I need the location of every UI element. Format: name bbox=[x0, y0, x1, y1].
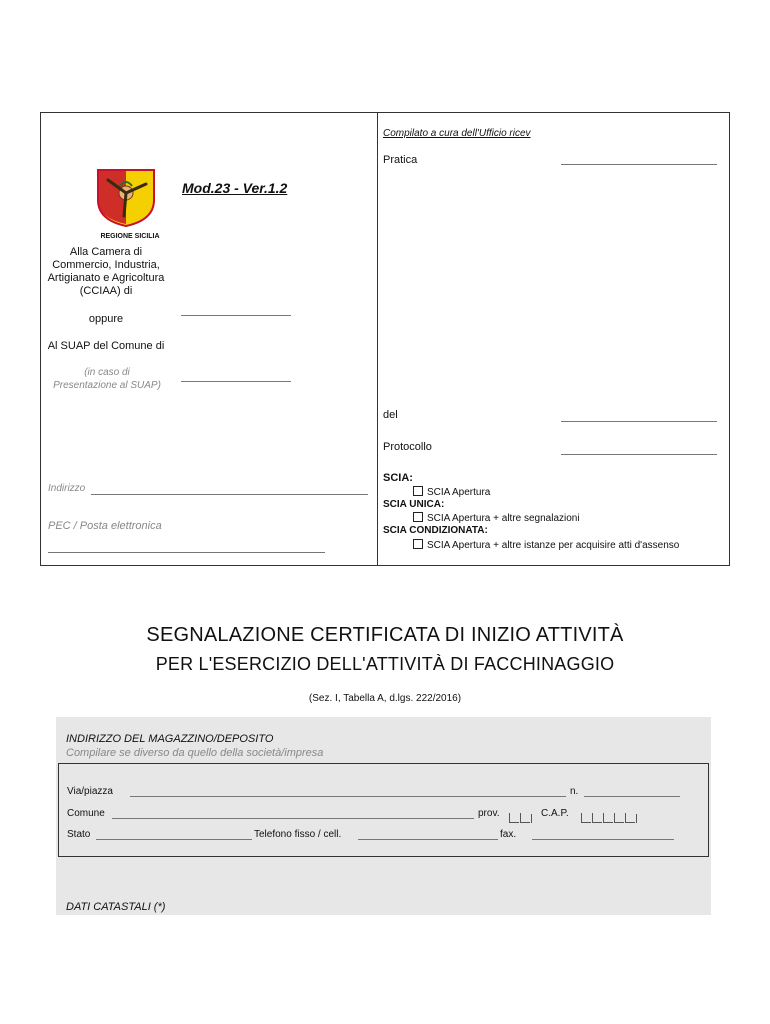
scia-condizionata-option[interactable] bbox=[413, 539, 679, 551]
header-divider bbox=[377, 112, 378, 566]
del-field[interactable] bbox=[561, 421, 717, 422]
protocollo-field[interactable] bbox=[561, 454, 717, 455]
mod-label: Mod.23 - Ver.1.2 bbox=[182, 180, 288, 196]
scia-unica-label: SCIA Apertura + altre segnalazioni bbox=[427, 513, 580, 524]
scia-condizionata-title: SCIA CONDIZIONATA: bbox=[383, 525, 488, 536]
cap-field[interactable] bbox=[580, 809, 637, 827]
prov-field[interactable] bbox=[508, 809, 532, 827]
suap-label: Al SUAP del Comune di bbox=[47, 340, 165, 352]
del-label: del bbox=[383, 409, 398, 421]
scia-unica-title: SCIA UNICA: bbox=[383, 499, 445, 510]
pratica-field[interactable] bbox=[561, 164, 717, 165]
telefono-label: Telefono fisso / cell. bbox=[254, 829, 342, 840]
section-heading: INDIRIZZO DEL MAGAZZINO/DEPOSITO bbox=[66, 733, 274, 745]
pec-label: PEC / Posta elettronica bbox=[48, 520, 162, 532]
indirizzo-label: Indirizzo bbox=[48, 483, 86, 494]
telefono-field[interactable] bbox=[358, 839, 498, 840]
pec-field[interactable] bbox=[48, 552, 325, 553]
scia-unica-option[interactable] bbox=[413, 512, 580, 524]
cap-label: C.A.P. bbox=[541, 808, 569, 819]
logo-caption: REGIONE SICILIA bbox=[100, 233, 160, 240]
fax-field[interactable] bbox=[532, 839, 674, 840]
scia-condizionata-label: SCIA Apertura + altre istanze per acquisire atti d'assenso bbox=[427, 540, 680, 551]
stato-field[interactable] bbox=[96, 839, 252, 840]
via-field[interactable] bbox=[130, 796, 566, 797]
indirizzo-field[interactable] bbox=[91, 494, 368, 495]
n-field[interactable] bbox=[584, 796, 680, 797]
form-title-line1: SEGNALAZIONE CERTIFICATA DI INIZIO ATTIVITÀ bbox=[146, 624, 624, 646]
fax-label: fax. bbox=[500, 829, 517, 840]
comune-field[interactable] bbox=[112, 818, 474, 819]
n-label: n. bbox=[570, 786, 579, 797]
catastali-heading: DATI CATASTALI (*) bbox=[66, 901, 166, 913]
scia-apertura-label: SCIA Apertura bbox=[427, 487, 491, 498]
suap-note: (in caso di Presentazione al SUAP) bbox=[53, 367, 161, 391]
suap-field[interactable] bbox=[181, 381, 291, 382]
checkbox-icon[interactable] bbox=[413, 539, 423, 549]
checkbox-icon[interactable] bbox=[413, 512, 423, 522]
prov-label: prov. bbox=[478, 808, 500, 819]
pratica-label: Pratica bbox=[383, 154, 418, 166]
camera-label: Alla Camera di Commercio, Industria, Artigianato e Agricoltura (CCIAA) di bbox=[47, 246, 165, 297]
checkbox-icon[interactable] bbox=[413, 486, 423, 496]
camera-field[interactable] bbox=[181, 315, 291, 316]
form-subtitle: (Sez. I, Tabella A, d.lgs. 222/2016) bbox=[308, 693, 462, 704]
office-label: Compilato a cura dell'Ufficio ricev bbox=[383, 128, 531, 139]
section-subheading: Compilare se diverso da quello della società/impresa bbox=[66, 747, 324, 759]
scia-apertura-option[interactable] bbox=[413, 486, 490, 498]
oppure-label: oppure bbox=[88, 313, 124, 325]
form-title-line2: PER L'ESERCIZIO DELL'ATTIVITÀ DI FACCHINAGGIO bbox=[155, 654, 615, 674]
comune-label: Comune bbox=[67, 808, 105, 819]
protocollo-label: Protocollo bbox=[383, 441, 432, 453]
via-label: Via/piazza bbox=[67, 786, 113, 797]
stato-label: Stato bbox=[67, 829, 91, 840]
scia-title: SCIA: bbox=[383, 472, 413, 484]
regione-sicilia-logo-icon bbox=[94, 166, 158, 228]
